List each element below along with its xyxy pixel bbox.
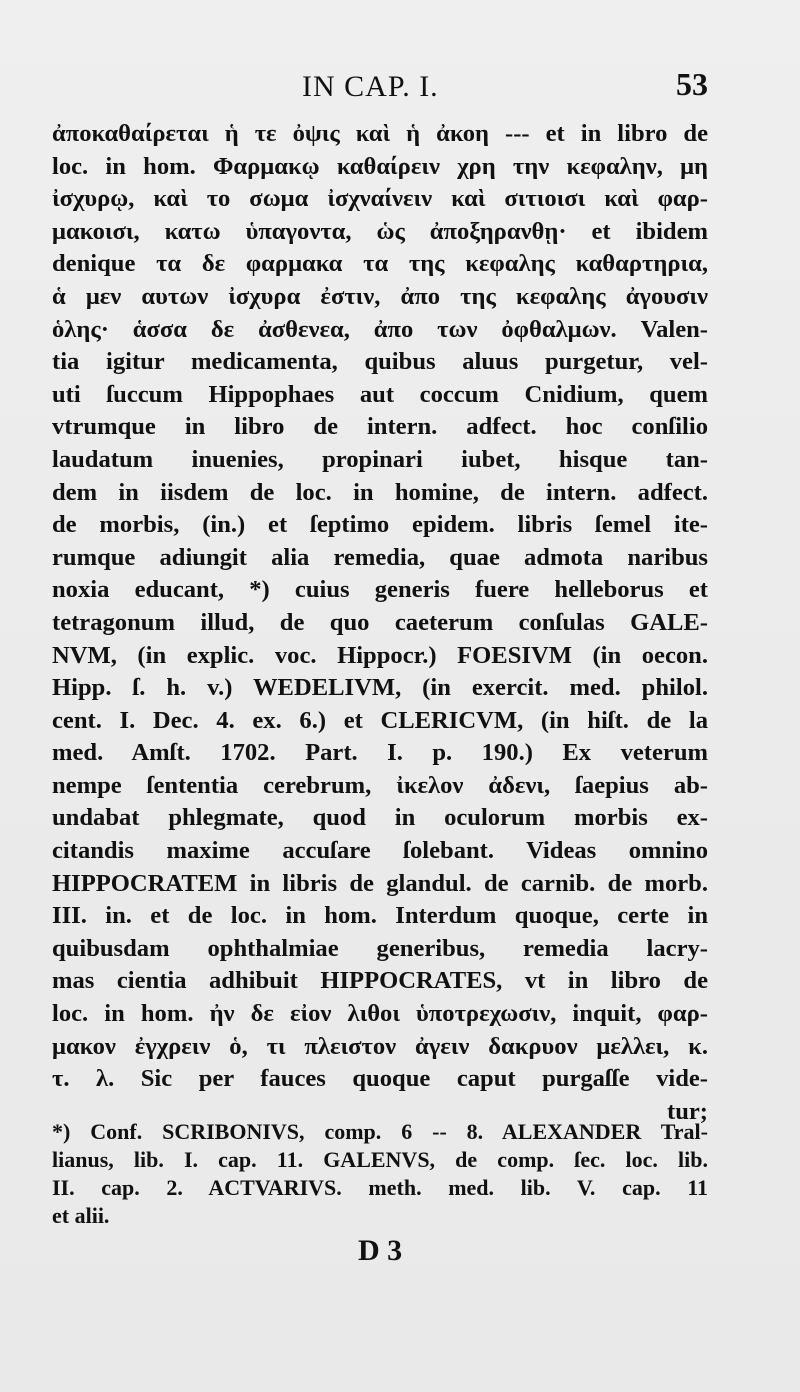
signature-mark: D 3 [358, 1234, 403, 1267]
page-number: 53 [676, 66, 708, 102]
text-line: ἰσχυρῳ, καὶ το σωμα ἰσχναίνειν καὶ σιτιοισι καὶ φαρ- [52, 185, 708, 213]
text-line: ἀποκαθαίρεται ἡ τε ὀψις καὶ ἡ ἀκοη --- et in libro de [52, 120, 708, 147]
running-head: IN CAP. I. [302, 70, 439, 103]
text-line: denique τα δε φαρμακα τα της κεφαλης καθαρτηρια, [52, 250, 708, 278]
text-line: nempe ſententia cerebrum, ἰκελον ἀδενι, ſaepius ab- [52, 771, 708, 799]
text-line: laudatum inuenies, propinari iubet, hisque tan- [52, 445, 708, 473]
text-line: citandis maxime accuſare ſolebant. Videas omnino [52, 837, 708, 865]
text-line: Hipp. ſ. h. v.) WEDELIVM, (in exercit. med. philol. [52, 674, 708, 702]
text-line: τ. λ. Sic per fauces quoque caput purgaſſe vide- [52, 1065, 708, 1093]
text-line: tia igitur medicamenta, quibus aluus purgetur, vel- [52, 348, 708, 376]
text-line: quibusdam ophthalmiae generibus, remedia lacry- [52, 934, 708, 962]
footnote-line: II. cap. 2. ACTVARIVS. meth. med. lib. V. cap. 11 [52, 1175, 708, 1200]
text-line: uti ſuccum Hippophaes aut coccum Cnidium, quem [52, 380, 708, 408]
text-line: cent. I. Dec. 4. ex. 6.) et CLERICVM, (in hiſt. de la [52, 706, 708, 734]
text-line: ἁ μεν αυτων ἰσχυρα ἐστιν, ἀπο της κεφαλης ἀγουσιν [52, 282, 708, 310]
text-line: de morbis, (in.) et ſeptimo epidem. libris ſemel ite- [52, 511, 708, 539]
footnote-line: *) Conf. SCRIBONIVS, comp. 6 -- 8. ALEXANDER Tral- [52, 1119, 708, 1144]
text-line: HIPPOCRATEM in libris de glandul. de carnib. de morb. [52, 869, 708, 897]
text-line: loc. in hom. ἠν δε εἰον λιθοι ὑποτρεχωσιν, inquit, φαρ- [52, 1000, 708, 1028]
text-line: dem in iisdem de loc. in homine, de intern. adfect. [52, 478, 708, 506]
footnote-line: et alii. [52, 1203, 110, 1228]
footnote-line: lianus, lib. I. cap. 11. GALENVS, de comp. ſec. loc. lib. [52, 1147, 708, 1172]
text-line: III. in. et de loc. in hom. Interdum quoque, certe in [52, 902, 708, 930]
text-line: tur; [667, 1097, 708, 1125]
text-line: ὁλης· ἁσσα δε ἀσθενεα, ἀπο των ὀφθαλμων. Valen- [52, 315, 708, 343]
text-line: undabat phlegmate, quod in oculorum morbis ex- [52, 804, 708, 832]
footnote [52, 1118, 708, 1230]
text-line: loc. in hom. Φαρμακῳ καθαίρειν χρη την κεφαλην, μη [52, 152, 708, 180]
text-line: μακοισι, κατω ὑπαγοντα, ὡς ἀποξηρανθῃ· et ibidem [52, 217, 708, 245]
text-line: mas cientia adhibuit HIPPOCRATES, vt in libro de [52, 967, 708, 995]
text-line: noxia educant, *) cuius generis fuere helleborus et [52, 576, 708, 604]
text-line: μακον ἐγχρειν ὁ, τι πλειστον ἀγειν δακρυον μελλει, κ. [52, 1032, 708, 1060]
text-line: med. Amſt. 1702. Part. I. p. 190.) Ex veterum [52, 739, 708, 767]
page-header [0, 62, 800, 106]
text-line: vtrumque in libro de intern. adfect. hoc conſilio [52, 413, 708, 441]
text-line: tetragonum illud, de quo caeterum conſulas GALE- [52, 608, 708, 636]
text-line: rumque adiungit alia remedia, quae admota naribus [52, 543, 708, 571]
text-line: NVM, (in explic. voc. Hippocr.) FOESIVM (in oecon. [52, 641, 708, 669]
main-text [52, 118, 708, 1128]
